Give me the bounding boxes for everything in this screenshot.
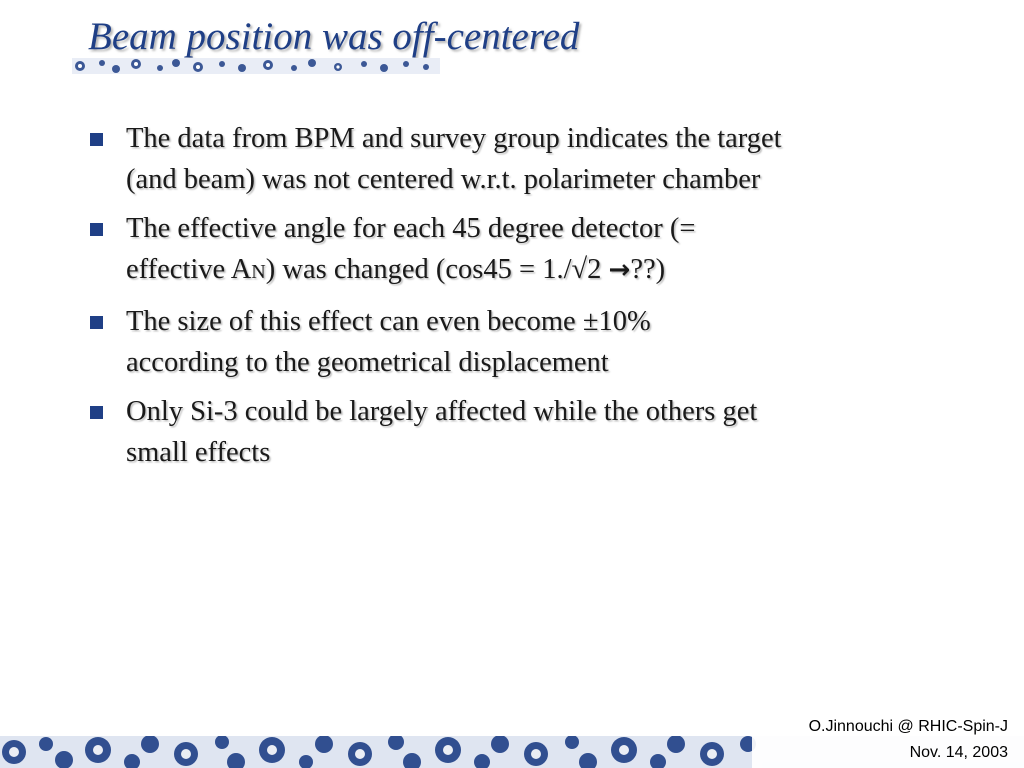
bullet-text: ) was changed (cos45 = 1./√2 (265, 254, 609, 285)
bullet-item-4 (88, 391, 948, 473)
bullet-text: effective A (126, 254, 252, 285)
footer-date: Nov. 14, 2003 (909, 744, 1008, 761)
bullet-item-3 (88, 301, 948, 383)
bullet-list (88, 118, 948, 481)
slide-title: Beam position was off-centered (88, 15, 580, 58)
bullet-line: according to the geometrical displacement (126, 347, 609, 378)
bullet-line: The size of this effect can even become ±10% (126, 306, 651, 337)
bullet-line (126, 249, 948, 293)
square-bullet-icon (90, 406, 103, 419)
bullet-item-1 (88, 118, 948, 200)
square-bullet-icon (90, 223, 103, 236)
footer-author: O.Jinnouchi @ RHIC-Spin-J (808, 718, 1008, 735)
bullet-text: ??) (630, 254, 666, 285)
floral-band-top (72, 58, 440, 74)
right-arrow-icon: → (608, 255, 631, 285)
bullet-line: small effects (126, 437, 271, 468)
bullet-line: The data from BPM and survey group indicates the target (126, 123, 782, 154)
bullet-line: The effective angle for each 45 degree detector (= (126, 213, 696, 244)
bullet-line: (and beam) was not centered w.r.t. polarimeter chamber (126, 164, 761, 195)
square-bullet-icon (90, 133, 103, 146)
bullet-item-2 (88, 208, 948, 293)
bullet-line: Only Si-3 could be largely affected while the others get (126, 396, 758, 427)
subscript-n: N (251, 261, 266, 283)
square-bullet-icon (90, 316, 103, 329)
